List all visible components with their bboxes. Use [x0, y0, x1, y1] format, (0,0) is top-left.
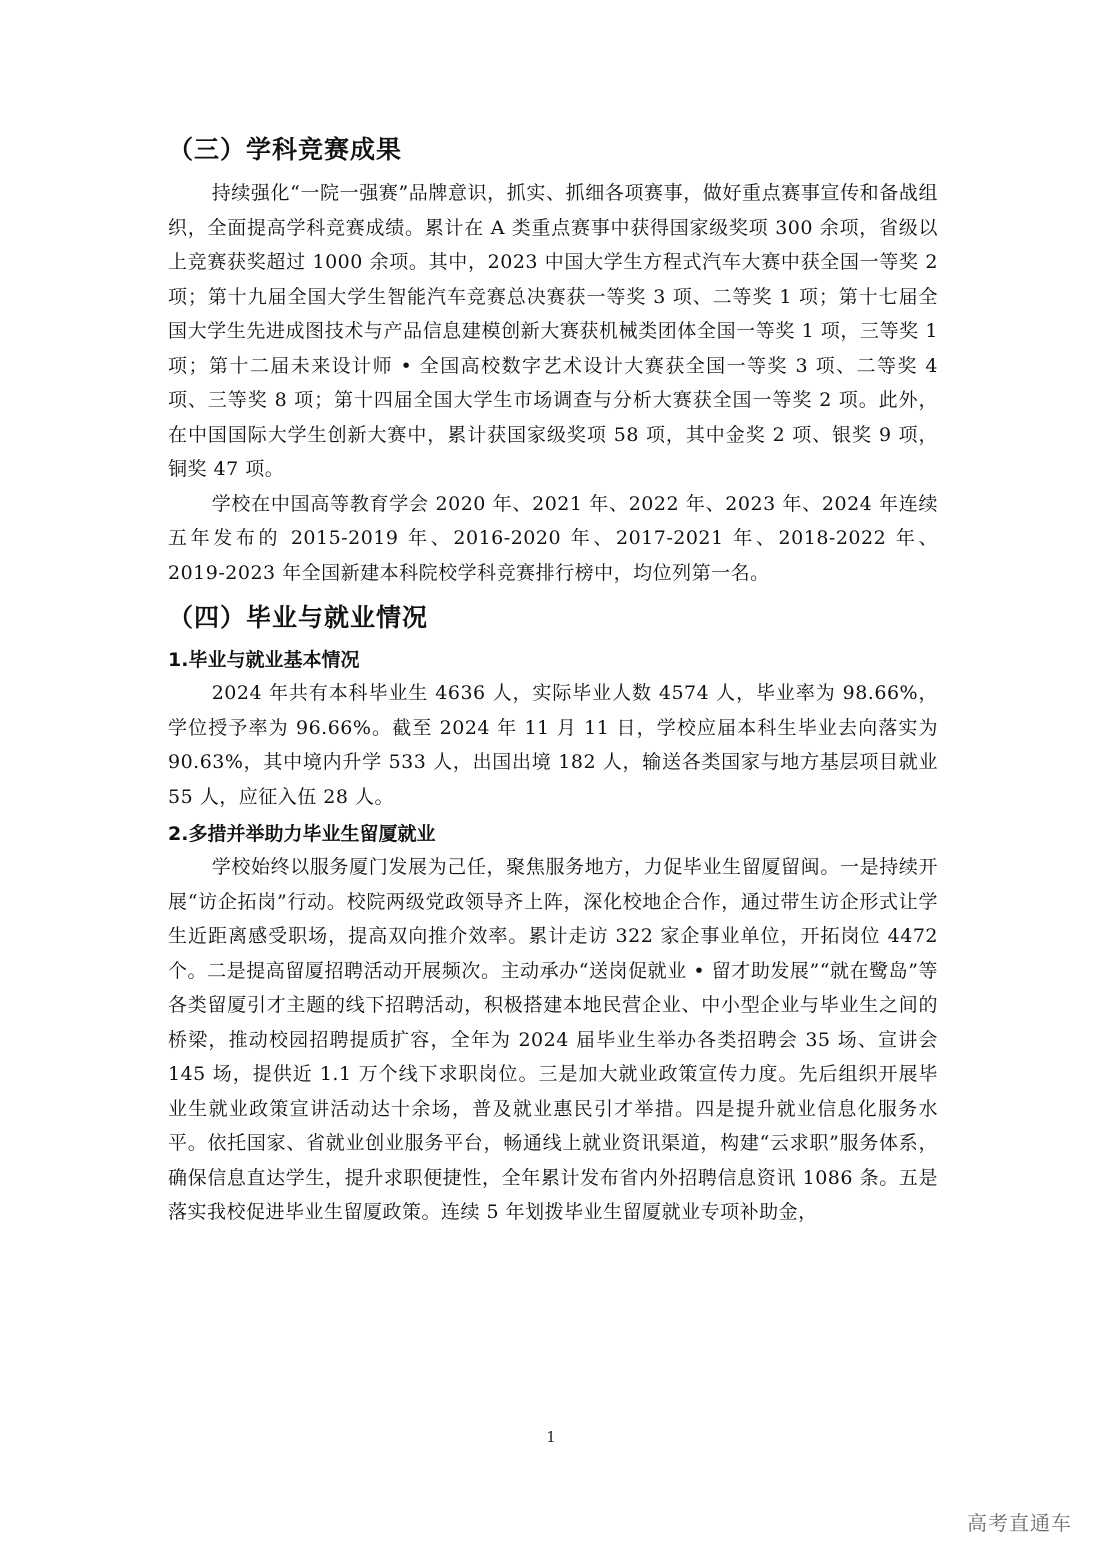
watermark-text: 高考直通车 [967, 1511, 1072, 1535]
subheading-graduation-basics: 1.毕业与就业基本情况 [168, 649, 360, 671]
paragraph-local-employment: 学校始终以服务厦门发展为己任，聚焦服务地方，力促毕业生留厦留闽。一是持续开展“访企拓岗”行动。校院两级党政领导齐上阵，深化校地企合作，通过带生访企形式让学生近距离感受职场，提高双向推介效率。累计走访 322 家企事业单位，开拓岗位 4472 个。二是提高留厦招聘活动开展频次。主动承办“送岗促就业 • 留才助发展”“就在鹭岛”等各类留厦引才主题的线下招聘活动，积极搭建本地民营企业、中小型企业与毕业生之间的桥梁，推动校园招聘提质扩容，全年为 2024 届毕业生举办各类招聘会 35 场、宣讲会 145 场，提供近 1.1 万个线下求职岗位。三是加大就业政策宣传力度。先后组织开展毕业生就业政策宣讲活动达十余场，普及就业惠民引才举措。四是提升就业信息化服务水平。依托国家、省就业创业服务平台，畅通线上就业资讯渠道，构建“云求职”服务体系，确保信息直达学生，提升求职便捷性，全年累计发布省内外招聘信息资讯 1086 条。五是落实我校促进毕业生留厦政策。连续 5 年划拨毕业生留厦就业专项补助金， [168, 856, 938, 1223]
paragraph-competition-ranking: 学校在中国高等教育学会 2020 年、2021 年、2022 年、2023 年、2024 年连续五年发布的 2015-2019 年、2016-2020 年、2017-2021 年、2018-2022 年、2019-2023 年全国新建本科院校学科竞赛排行榜中，均位列第一名。 [168, 492, 938, 584]
section-heading-employment: （四）毕业与就业情况 [168, 603, 429, 632]
document-body [168, 128, 938, 1230]
subheading-local-employment: 2.多措并举助力毕业生留厦就业 [168, 823, 436, 845]
paragraph-graduation-basics: 2024 年共有本科毕业生 4636 人，实际毕业人数 4574 人，毕业率为 98.66%，学位授予率为 96.66%。截至 2024 年 11 月 11 日，学校应届本科生毕业去向落实为 90.63%，其中境内升学 533 人，出国出境 182 人，输送各类国家与地方基层项目就业 55 人，应征入伍 28 人。 [168, 682, 938, 808]
paragraph-competition-results: 持续强化“一院一强赛”品牌意识，抓实、抓细各项赛事，做好重点赛事宣传和备战组织，全面提高学科竞赛成绩。累计在 A 类重点赛事中获得国家级奖项 300 余项，省级以上竞赛获奖超过 1000 余项。其中，2023 中国大学生方程式汽车大赛中获全国一等奖 2 项；第十九届全国大学生智能汽车竞赛总决赛获一等奖 3 项、二等奖 1 项；第十七届全国大学生先进成图技术与产品信息建模创新大赛获机械类团体全国一等奖 1 项，三等奖 1 项；第十二届未来设计师 • 全国高校数字艺术设计大赛获全国一等奖 3 项、二等奖 4 项、三等奖 8 项；第十四届全国大学生市场调查与分析大赛获全国一等奖 2 项。此外，在中国国际大学生创新大赛中，累计获国家级奖项 58 项，其中金奖 2 项、银奖 9 项，铜奖 47 项。 [168, 182, 938, 480]
page-number: 1 [546, 1428, 556, 1446]
section-heading-competition: （三）学科竞赛成果 [168, 135, 403, 164]
